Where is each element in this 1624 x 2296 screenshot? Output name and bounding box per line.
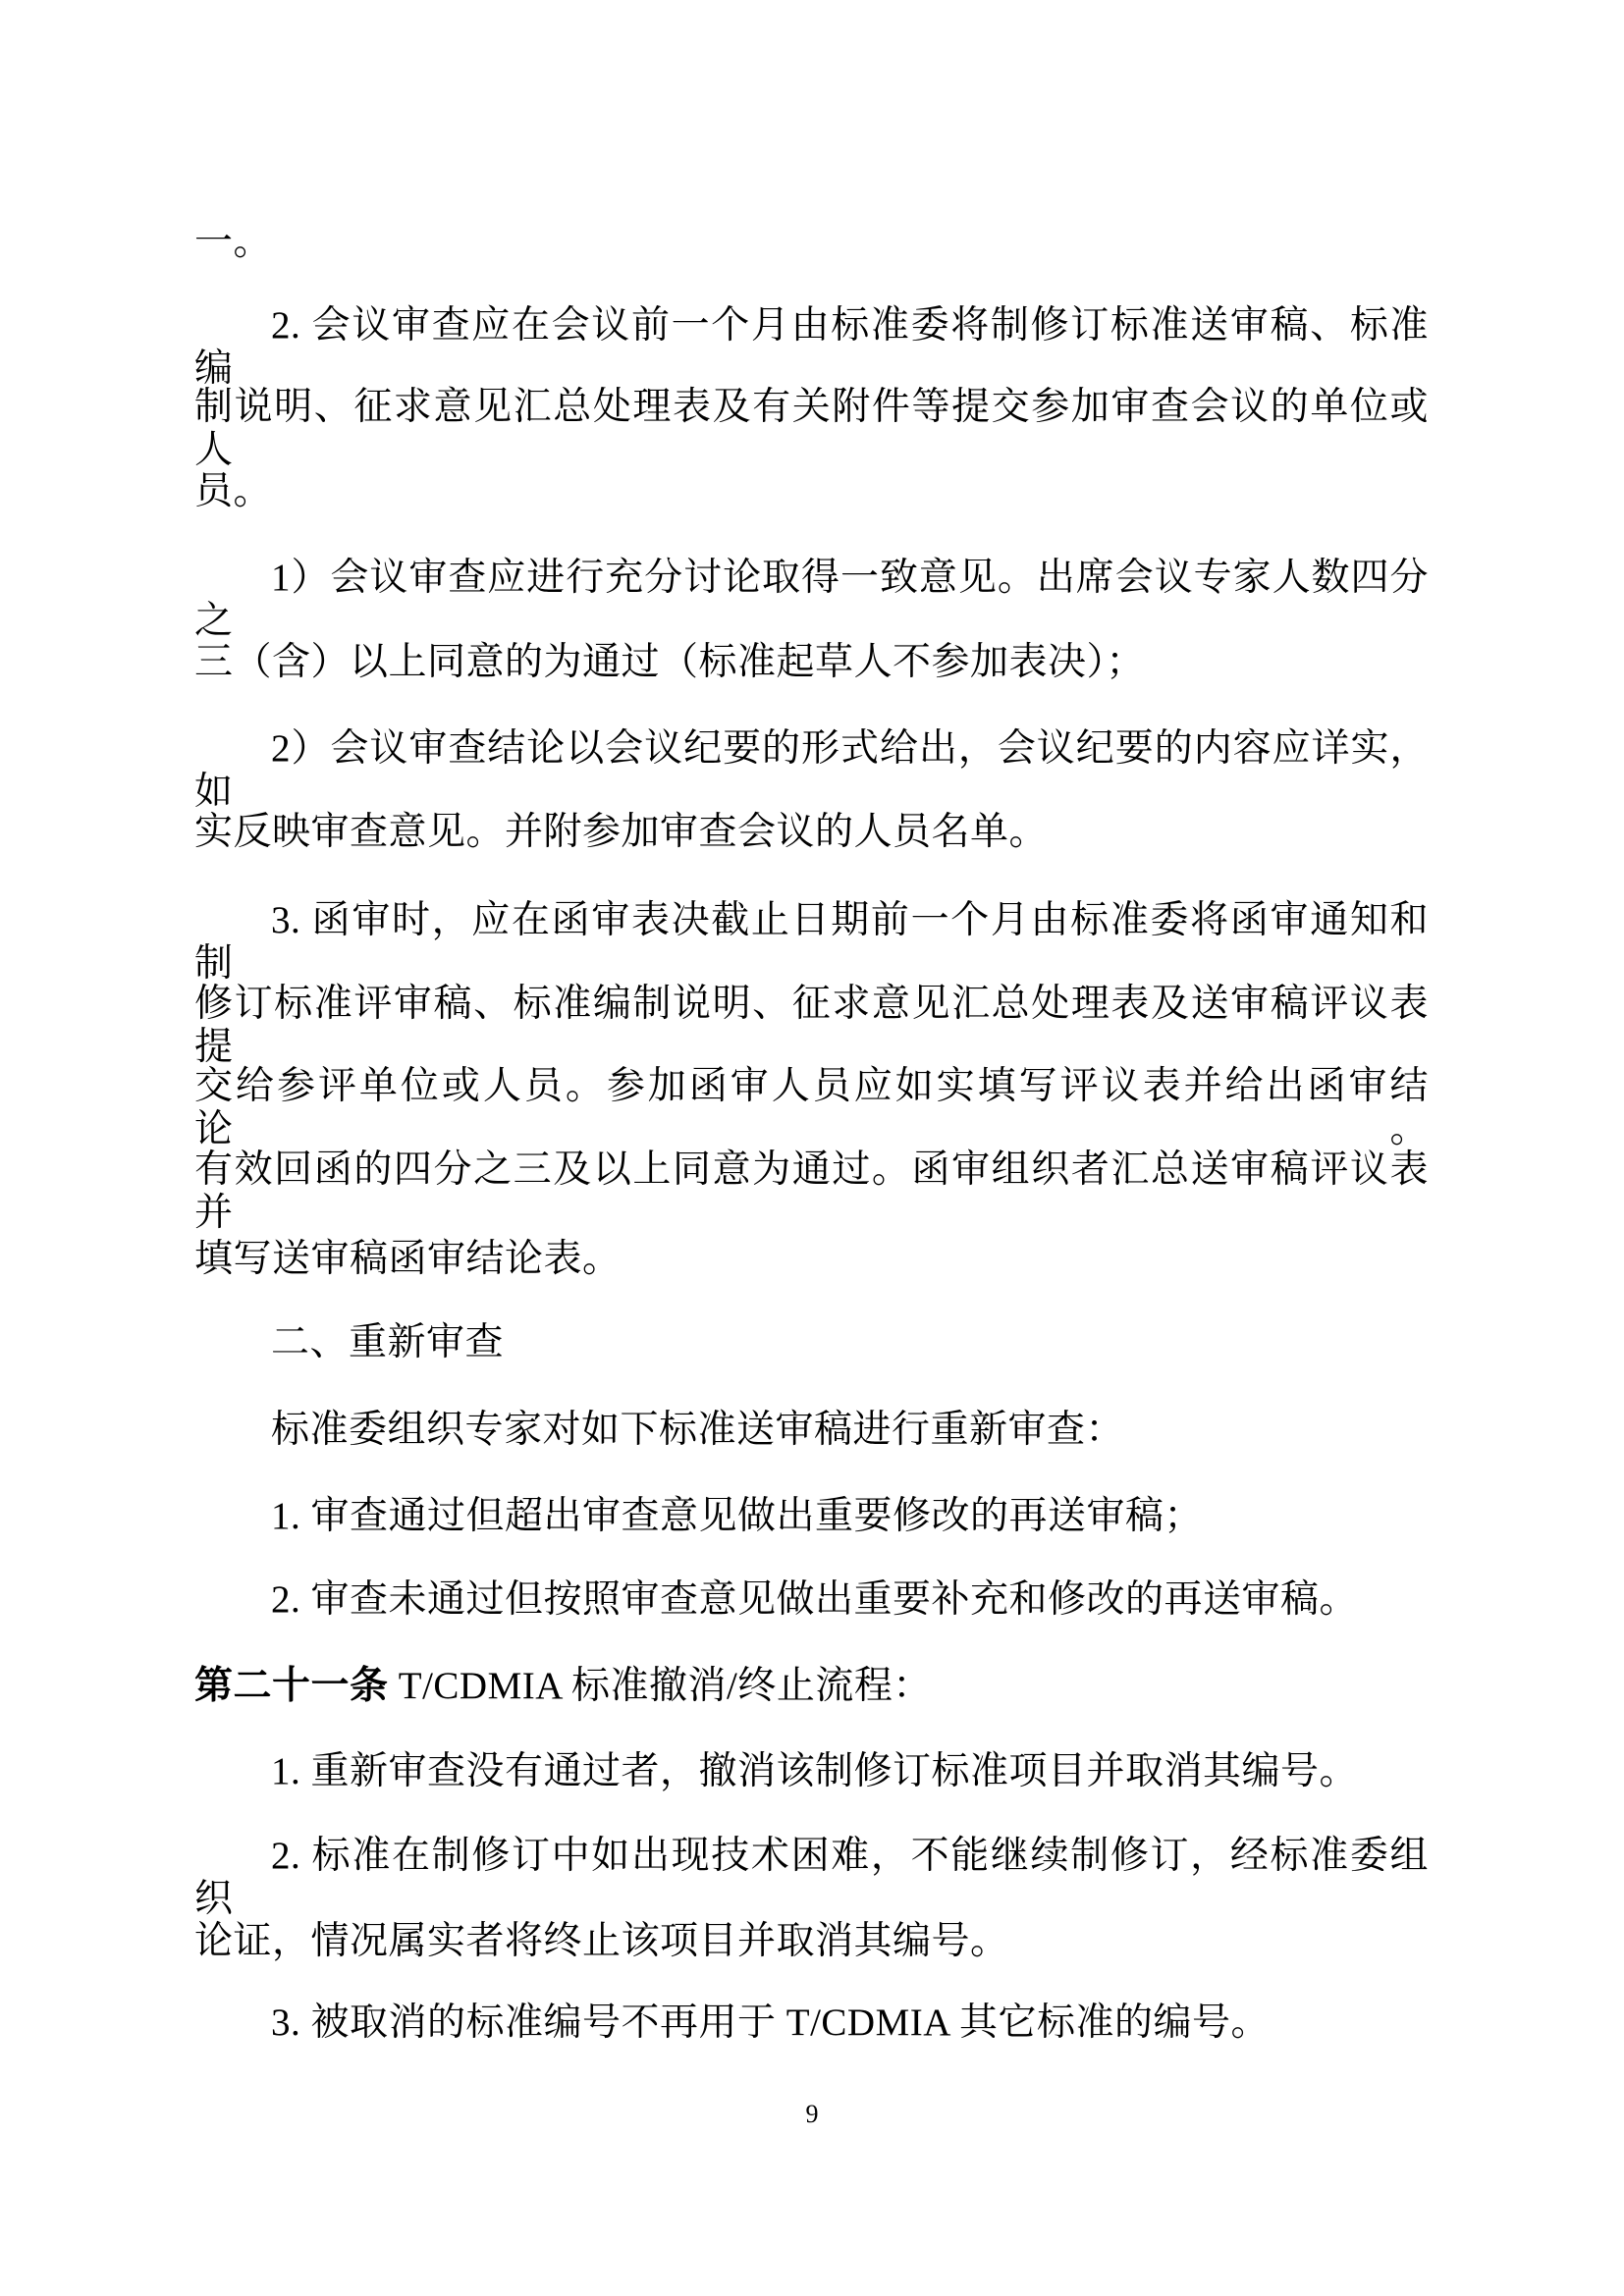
text-line: 修订标准评审稿、标准编制说明、征求意见汇总处理表及送审稿评议表提 (194, 983, 1429, 1068)
text-line: 一。 (194, 221, 273, 263)
text-line: 3. 被取消的标准编号不再用于 T/CDMIA 其它标准的编号。 (271, 2002, 1271, 2044)
text-line: 2. 审查未通过但按照审查意见做出重要补充和修改的再送审稿。 (271, 1578, 1359, 1621)
text-line: 1）会议审查应进行充分讨论取得一致意见。出席会议专家人数四分之 (194, 557, 1429, 642)
section-heading: 二、重新审查 (271, 1321, 505, 1363)
text-line: 2）会议审查结论以会议纪要的形式给出，会议纪要的内容应详实，如 (194, 727, 1429, 813)
article-heading (194, 1665, 1429, 1708)
text-line: 实反映审查意见。并附参加审查会议的人员名单。 (194, 811, 1049, 853)
page-number: 9 (805, 2100, 819, 2128)
text-line: 3. 函审时，应在函审表决截止日期前一个月由标准委将函审通知和制 (194, 899, 1429, 985)
article-number: 第二十一条 (194, 1665, 389, 1707)
article-title: T/CDMIA 标准撤消/终止流程： (388, 1665, 932, 1707)
text-line: 标准委组织专家对如下标准送审稿进行重新审查： (271, 1409, 1125, 1451)
text-line: 2. 标准在制修订中如出现技术困难，不能继续制修订，经标准委组织 (194, 1835, 1429, 1920)
text-line: 论证，情况属实者将终止该项目并取消其编号。 (194, 1920, 1009, 1962)
text-line: 有效回函的四分之三及以上同意为通过。函审组织者汇总送审稿评议表并 (194, 1148, 1429, 1234)
text-line: 员。 (194, 470, 273, 512)
text-line: 三（含）以上同意的为通过（标准起草人不参加表决）； (194, 641, 1146, 683)
text-line: 制说明、征求意见汇总处理表及有关附件等提交参加审查会议的单位或人 (194, 386, 1429, 471)
text-line: 1. 重新审查没有通过者，撤消该制修订标准项目并取消其编号。 (271, 1750, 1359, 1792)
text-line: 交给参评单位或人员。参加函审人员应如实填写评议表并给出函审结论。 (194, 1065, 1429, 1150)
text-line: 2. 会议审查应在会议前一个月由标准委将制修订标准送审稿、标准编 (194, 304, 1429, 390)
text-line: 1. 审查通过但超出审查意见做出重要修改的再送审稿； (271, 1495, 1204, 1537)
text-line: 填写送审稿函审结论表。 (194, 1238, 622, 1280)
